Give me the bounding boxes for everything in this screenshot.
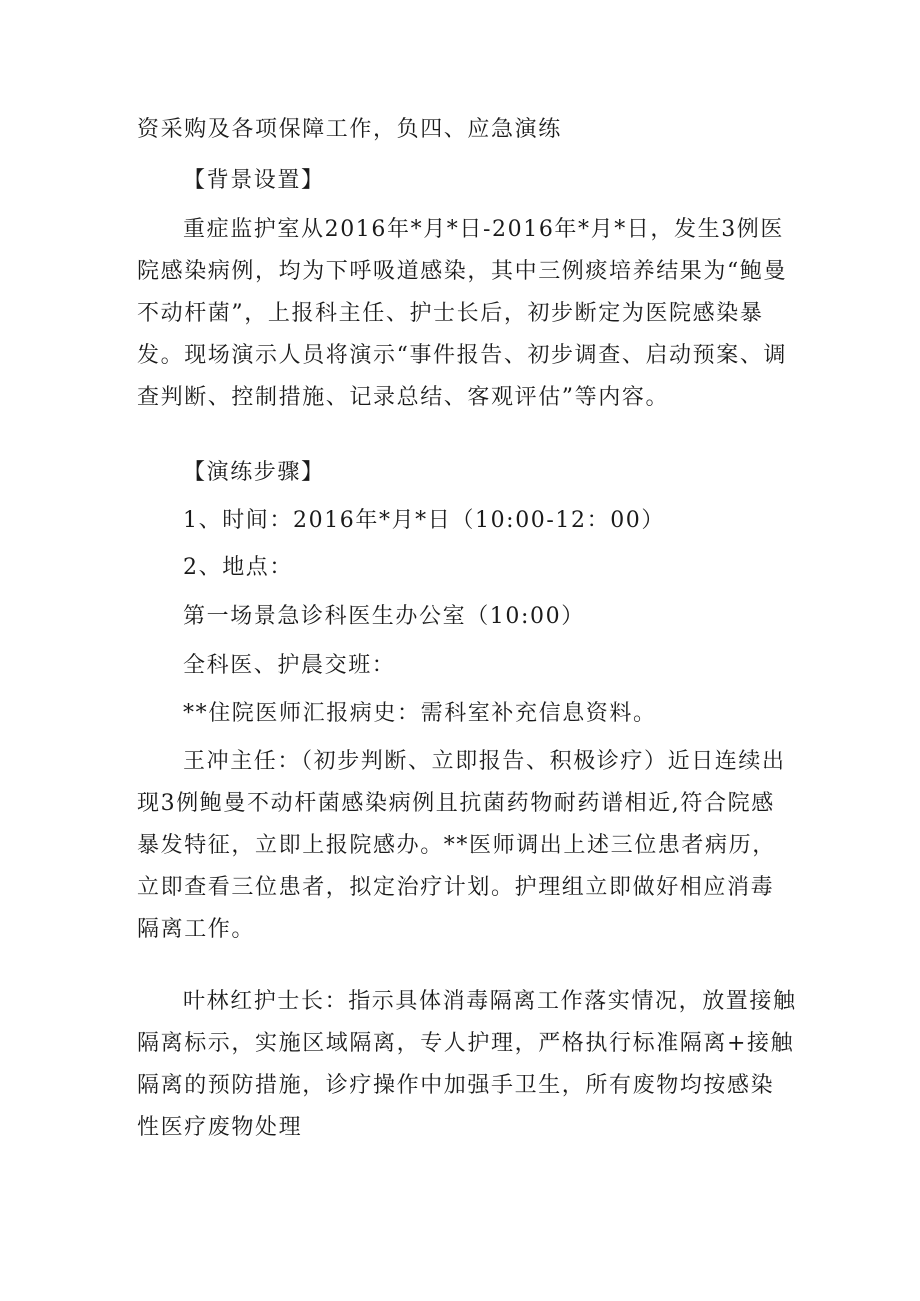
- paragraph-scene-one: 第一场景急诊科医生办公室（10:00）: [183, 604, 585, 629]
- paragraph-resident-report: **住院医师汇报病史：需科室补充信息资料。: [183, 701, 657, 726]
- paragraph-intro: 资采购及各项保障工作，负四、应急演练: [137, 117, 562, 142]
- paragraph-handover: 全科医、护晨交班：: [183, 653, 396, 678]
- paragraph-place: 2、地点：: [183, 555, 293, 580]
- paragraph-director: 王冲主任：（初步判断、立即报告、积极诊疗）近日连续出现3例鲍曼不动杆菌感染病例且抗菌药物耐药谱相近,符合院感暴发特征，立即上报院感办。**医师调出上述三位患者病历，立即查看三位患者，拟定治疗计划。护理组立即做好相应消毒隔离工作。: [137, 749, 786, 942]
- paragraph-head-nurse: 叶林红护士长：指示具体消毒隔离工作落实情况，放置接触隔离标示，实施区域隔离，专人护理，严格执行标准隔离+接触隔离的预防措施，诊疗操作中加强手卫生，所有废物均按感染性医疗废物处理: [137, 989, 797, 1140]
- section-heading-steps: 【演练步骤】: [183, 460, 325, 485]
- paragraph-background-body: 重症监护室从2016年*月*日-2016年*月*日，发生3例医院感染病例，均为下呼吸道感染，其中三例痰培养结果为“鲍曼不动杆菌”，上报科主任、护士长后，初步断定为医院感染暴发。现场演示人员将演示“事件报告、初步调查、启动预案、调查判断、控制措施、记录总结、客观评估”等内容。: [137, 217, 788, 410]
- paragraph-time: 1、时间：2016年*月*日（10:00-12：00）: [183, 508, 666, 533]
- section-heading-background: 【背景设置】: [183, 168, 325, 193]
